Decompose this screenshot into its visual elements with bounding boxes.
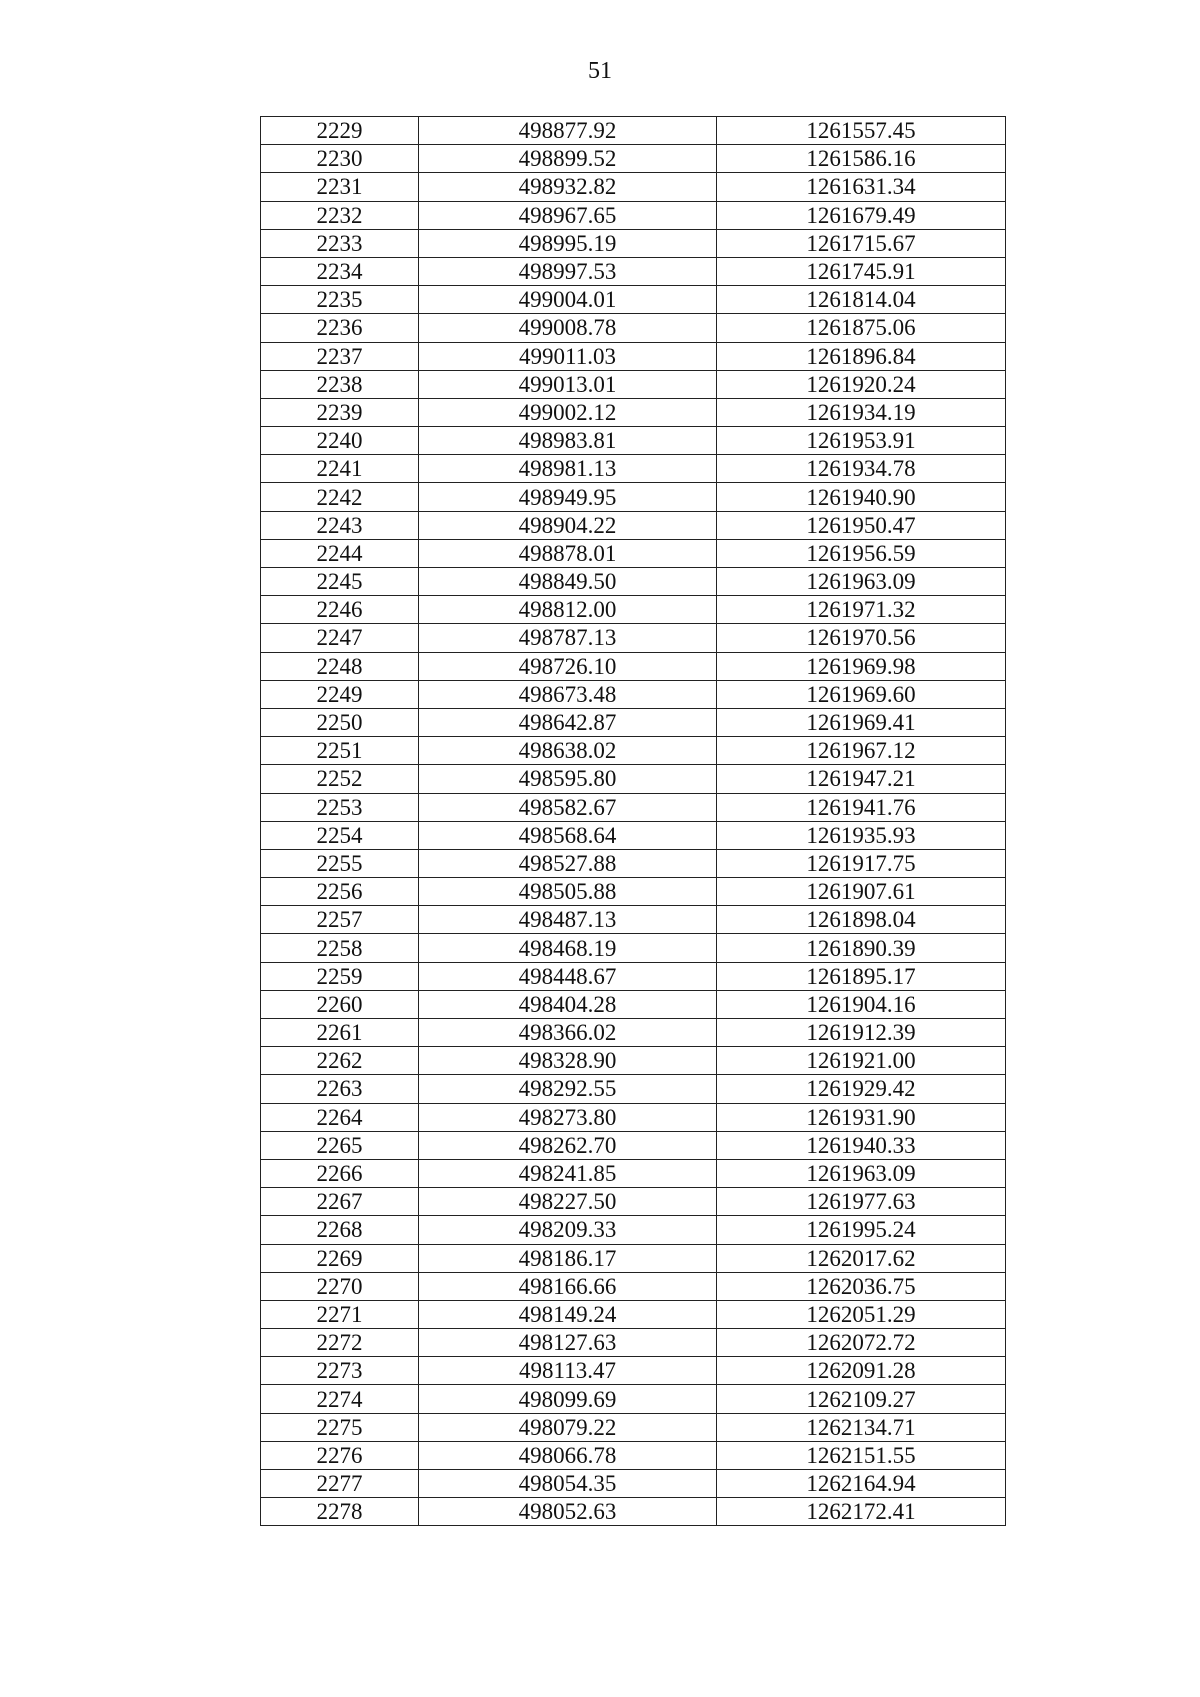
table-row bbox=[261, 1075, 1006, 1103]
point-number-cell: 2258 bbox=[261, 934, 419, 962]
point-number-cell: 2264 bbox=[261, 1103, 419, 1131]
y-coordinate-cell: 1261898.04 bbox=[717, 906, 1006, 934]
point-number-cell: 2246 bbox=[261, 596, 419, 624]
y-coordinate-cell: 1261586.16 bbox=[717, 145, 1006, 173]
y-coordinate-cell: 1261896.84 bbox=[717, 342, 1006, 370]
x-coordinate-cell: 498328.90 bbox=[419, 1047, 717, 1075]
y-coordinate-cell: 1261929.42 bbox=[717, 1075, 1006, 1103]
y-coordinate-cell: 1261971.32 bbox=[717, 596, 1006, 624]
y-coordinate-cell: 1261970.56 bbox=[717, 624, 1006, 652]
x-coordinate-cell: 498726.10 bbox=[419, 652, 717, 680]
y-coordinate-cell: 1261953.91 bbox=[717, 427, 1006, 455]
point-number-cell: 2253 bbox=[261, 793, 419, 821]
table-row bbox=[261, 1498, 1006, 1526]
point-number-cell: 2251 bbox=[261, 737, 419, 765]
y-coordinate-cell: 1261920.24 bbox=[717, 370, 1006, 398]
x-coordinate-cell: 498127.63 bbox=[419, 1329, 717, 1357]
point-number-cell: 2235 bbox=[261, 286, 419, 314]
point-number-cell: 2250 bbox=[261, 708, 419, 736]
x-coordinate-cell: 498404.28 bbox=[419, 990, 717, 1018]
table-row bbox=[261, 117, 1006, 145]
y-coordinate-cell: 1261934.78 bbox=[717, 455, 1006, 483]
point-number-cell: 2244 bbox=[261, 539, 419, 567]
x-coordinate-cell: 498638.02 bbox=[419, 737, 717, 765]
y-coordinate-cell: 1261969.41 bbox=[717, 708, 1006, 736]
coordinates-table-body bbox=[261, 117, 1006, 1526]
x-coordinate-cell: 498673.48 bbox=[419, 680, 717, 708]
x-coordinate-cell: 498052.63 bbox=[419, 1498, 717, 1526]
x-coordinate-cell: 498904.22 bbox=[419, 511, 717, 539]
point-number-cell: 2275 bbox=[261, 1413, 419, 1441]
table-row bbox=[261, 708, 1006, 736]
table-row bbox=[261, 370, 1006, 398]
x-coordinate-cell: 498949.95 bbox=[419, 483, 717, 511]
point-number-cell: 2270 bbox=[261, 1272, 419, 1300]
x-coordinate-cell: 499002.12 bbox=[419, 398, 717, 426]
y-coordinate-cell: 1261921.00 bbox=[717, 1047, 1006, 1075]
y-coordinate-cell: 1261950.47 bbox=[717, 511, 1006, 539]
point-number-cell: 2237 bbox=[261, 342, 419, 370]
x-coordinate-cell: 498241.85 bbox=[419, 1159, 717, 1187]
y-coordinate-cell: 1261940.33 bbox=[717, 1131, 1006, 1159]
point-number-cell: 2241 bbox=[261, 455, 419, 483]
y-coordinate-cell: 1261912.39 bbox=[717, 1019, 1006, 1047]
x-coordinate-cell: 498582.67 bbox=[419, 793, 717, 821]
y-coordinate-cell: 1261904.16 bbox=[717, 990, 1006, 1018]
page-number: 51 bbox=[588, 58, 612, 84]
x-coordinate-cell: 498967.65 bbox=[419, 201, 717, 229]
x-coordinate-cell: 498209.33 bbox=[419, 1216, 717, 1244]
table-row bbox=[261, 1019, 1006, 1047]
point-number-cell: 2230 bbox=[261, 145, 419, 173]
y-coordinate-cell: 1261967.12 bbox=[717, 737, 1006, 765]
x-coordinate-cell: 498812.00 bbox=[419, 596, 717, 624]
point-number-cell: 2268 bbox=[261, 1216, 419, 1244]
x-coordinate-cell: 498997.53 bbox=[419, 257, 717, 285]
table-row bbox=[261, 1470, 1006, 1498]
x-coordinate-cell: 499013.01 bbox=[419, 370, 717, 398]
table-row bbox=[261, 173, 1006, 201]
table-row bbox=[261, 511, 1006, 539]
table-row bbox=[261, 201, 1006, 229]
table-row bbox=[261, 624, 1006, 652]
point-number-cell: 2256 bbox=[261, 878, 419, 906]
y-coordinate-cell: 1262072.72 bbox=[717, 1329, 1006, 1357]
y-coordinate-cell: 1261917.75 bbox=[717, 849, 1006, 877]
table-row bbox=[261, 962, 1006, 990]
y-coordinate-cell: 1261969.98 bbox=[717, 652, 1006, 680]
point-number-cell: 2240 bbox=[261, 427, 419, 455]
y-coordinate-cell: 1261557.45 bbox=[717, 117, 1006, 145]
point-number-cell: 2243 bbox=[261, 511, 419, 539]
table-row bbox=[261, 1244, 1006, 1272]
point-number-cell: 2254 bbox=[261, 821, 419, 849]
x-coordinate-cell: 498113.47 bbox=[419, 1357, 717, 1385]
x-coordinate-cell: 498273.80 bbox=[419, 1103, 717, 1131]
x-coordinate-cell: 498568.64 bbox=[419, 821, 717, 849]
y-coordinate-cell: 1261895.17 bbox=[717, 962, 1006, 990]
y-coordinate-cell: 1262109.27 bbox=[717, 1385, 1006, 1413]
y-coordinate-cell: 1261941.76 bbox=[717, 793, 1006, 821]
x-coordinate-cell: 498849.50 bbox=[419, 568, 717, 596]
point-number-cell: 2245 bbox=[261, 568, 419, 596]
table-row bbox=[261, 596, 1006, 624]
table-row bbox=[261, 1413, 1006, 1441]
table-row bbox=[261, 229, 1006, 257]
table-row bbox=[261, 568, 1006, 596]
table-row bbox=[261, 1216, 1006, 1244]
y-coordinate-cell: 1261890.39 bbox=[717, 934, 1006, 962]
table-row bbox=[261, 1188, 1006, 1216]
point-number-cell: 2252 bbox=[261, 765, 419, 793]
y-coordinate-cell: 1261969.60 bbox=[717, 680, 1006, 708]
point-number-cell: 2274 bbox=[261, 1385, 419, 1413]
point-number-cell: 2233 bbox=[261, 229, 419, 257]
point-number-cell: 2273 bbox=[261, 1357, 419, 1385]
x-coordinate-cell: 498066.78 bbox=[419, 1441, 717, 1469]
y-coordinate-cell: 1261679.49 bbox=[717, 201, 1006, 229]
x-coordinate-cell: 498227.50 bbox=[419, 1188, 717, 1216]
table-row bbox=[261, 342, 1006, 370]
y-coordinate-cell: 1261977.63 bbox=[717, 1188, 1006, 1216]
table-row bbox=[261, 1329, 1006, 1357]
point-number-cell: 2260 bbox=[261, 990, 419, 1018]
y-coordinate-cell: 1262091.28 bbox=[717, 1357, 1006, 1385]
table-row bbox=[261, 1441, 1006, 1469]
point-number-cell: 2238 bbox=[261, 370, 419, 398]
point-number-cell: 2276 bbox=[261, 1441, 419, 1469]
point-number-cell: 2229 bbox=[261, 117, 419, 145]
point-number-cell: 2248 bbox=[261, 652, 419, 680]
x-coordinate-cell: 498166.66 bbox=[419, 1272, 717, 1300]
table-row bbox=[261, 286, 1006, 314]
table-row bbox=[261, 934, 1006, 962]
table-row bbox=[261, 1131, 1006, 1159]
point-number-cell: 2277 bbox=[261, 1470, 419, 1498]
point-number-cell: 2259 bbox=[261, 962, 419, 990]
point-number-cell: 2261 bbox=[261, 1019, 419, 1047]
table-row bbox=[261, 793, 1006, 821]
table-row bbox=[261, 1159, 1006, 1187]
y-coordinate-cell: 1262151.55 bbox=[717, 1441, 1006, 1469]
x-coordinate-cell: 498054.35 bbox=[419, 1470, 717, 1498]
y-coordinate-cell: 1261940.90 bbox=[717, 483, 1006, 511]
y-coordinate-cell: 1261631.34 bbox=[717, 173, 1006, 201]
x-coordinate-cell: 498366.02 bbox=[419, 1019, 717, 1047]
point-number-cell: 2247 bbox=[261, 624, 419, 652]
x-coordinate-cell: 498787.13 bbox=[419, 624, 717, 652]
table-row bbox=[261, 257, 1006, 285]
point-number-cell: 2269 bbox=[261, 1244, 419, 1272]
y-coordinate-cell: 1261934.19 bbox=[717, 398, 1006, 426]
table-row bbox=[261, 1385, 1006, 1413]
point-number-cell: 2271 bbox=[261, 1300, 419, 1328]
point-number-cell: 2262 bbox=[261, 1047, 419, 1075]
point-number-cell: 2278 bbox=[261, 1498, 419, 1526]
table-row bbox=[261, 765, 1006, 793]
point-number-cell: 2232 bbox=[261, 201, 419, 229]
point-number-cell: 2249 bbox=[261, 680, 419, 708]
x-coordinate-cell: 498468.19 bbox=[419, 934, 717, 962]
point-number-cell: 2239 bbox=[261, 398, 419, 426]
table-row bbox=[261, 737, 1006, 765]
x-coordinate-cell: 498878.01 bbox=[419, 539, 717, 567]
y-coordinate-cell: 1262172.41 bbox=[717, 1498, 1006, 1526]
table-row bbox=[261, 145, 1006, 173]
y-coordinate-cell: 1262134.71 bbox=[717, 1413, 1006, 1441]
x-coordinate-cell: 498877.92 bbox=[419, 117, 717, 145]
y-coordinate-cell: 1262017.62 bbox=[717, 1244, 1006, 1272]
point-number-cell: 2265 bbox=[261, 1131, 419, 1159]
y-coordinate-cell: 1262164.94 bbox=[717, 1470, 1006, 1498]
table-row bbox=[261, 990, 1006, 1018]
point-number-cell: 2242 bbox=[261, 483, 419, 511]
table-row bbox=[261, 1103, 1006, 1131]
x-coordinate-cell: 498995.19 bbox=[419, 229, 717, 257]
table-row bbox=[261, 680, 1006, 708]
x-coordinate-cell: 498149.24 bbox=[419, 1300, 717, 1328]
x-coordinate-cell: 499008.78 bbox=[419, 314, 717, 342]
x-coordinate-cell: 498448.67 bbox=[419, 962, 717, 990]
table-row bbox=[261, 906, 1006, 934]
x-coordinate-cell: 498932.82 bbox=[419, 173, 717, 201]
point-number-cell: 2266 bbox=[261, 1159, 419, 1187]
x-coordinate-cell: 498899.52 bbox=[419, 145, 717, 173]
coordinates-table bbox=[260, 116, 1006, 1526]
x-coordinate-cell: 498981.13 bbox=[419, 455, 717, 483]
y-coordinate-cell: 1262051.29 bbox=[717, 1300, 1006, 1328]
table-row bbox=[261, 849, 1006, 877]
y-coordinate-cell: 1261947.21 bbox=[717, 765, 1006, 793]
table-row bbox=[261, 878, 1006, 906]
table-row bbox=[261, 398, 1006, 426]
x-coordinate-cell: 498292.55 bbox=[419, 1075, 717, 1103]
y-coordinate-cell: 1261963.09 bbox=[717, 568, 1006, 596]
point-number-cell: 2234 bbox=[261, 257, 419, 285]
point-number-cell: 2267 bbox=[261, 1188, 419, 1216]
x-coordinate-cell: 498642.87 bbox=[419, 708, 717, 736]
point-number-cell: 2231 bbox=[261, 173, 419, 201]
x-coordinate-cell: 498983.81 bbox=[419, 427, 717, 455]
table-row bbox=[261, 1300, 1006, 1328]
y-coordinate-cell: 1261935.93 bbox=[717, 821, 1006, 849]
x-coordinate-cell: 498595.80 bbox=[419, 765, 717, 793]
table-row bbox=[261, 821, 1006, 849]
x-coordinate-cell: 498505.88 bbox=[419, 878, 717, 906]
x-coordinate-cell: 499011.03 bbox=[419, 342, 717, 370]
y-coordinate-cell: 1262036.75 bbox=[717, 1272, 1006, 1300]
table-row bbox=[261, 1357, 1006, 1385]
x-coordinate-cell: 498262.70 bbox=[419, 1131, 717, 1159]
x-coordinate-cell: 498099.69 bbox=[419, 1385, 717, 1413]
table-row bbox=[261, 1047, 1006, 1075]
y-coordinate-cell: 1261956.59 bbox=[717, 539, 1006, 567]
table-row bbox=[261, 455, 1006, 483]
x-coordinate-cell: 499004.01 bbox=[419, 286, 717, 314]
table-row bbox=[261, 652, 1006, 680]
y-coordinate-cell: 1261715.67 bbox=[717, 229, 1006, 257]
x-coordinate-cell: 498527.88 bbox=[419, 849, 717, 877]
point-number-cell: 2272 bbox=[261, 1329, 419, 1357]
point-number-cell: 2255 bbox=[261, 849, 419, 877]
x-coordinate-cell: 498487.13 bbox=[419, 906, 717, 934]
y-coordinate-cell: 1261907.61 bbox=[717, 878, 1006, 906]
y-coordinate-cell: 1261931.90 bbox=[717, 1103, 1006, 1131]
y-coordinate-cell: 1261745.91 bbox=[717, 257, 1006, 285]
y-coordinate-cell: 1261814.04 bbox=[717, 286, 1006, 314]
point-number-cell: 2263 bbox=[261, 1075, 419, 1103]
y-coordinate-cell: 1261995.24 bbox=[717, 1216, 1006, 1244]
y-coordinate-cell: 1261963.09 bbox=[717, 1159, 1006, 1187]
table-row bbox=[261, 314, 1006, 342]
table-row bbox=[261, 539, 1006, 567]
table-row bbox=[261, 1272, 1006, 1300]
y-coordinate-cell: 1261875.06 bbox=[717, 314, 1006, 342]
table-row bbox=[261, 483, 1006, 511]
point-number-cell: 2236 bbox=[261, 314, 419, 342]
x-coordinate-cell: 498079.22 bbox=[419, 1413, 717, 1441]
x-coordinate-cell: 498186.17 bbox=[419, 1244, 717, 1272]
point-number-cell: 2257 bbox=[261, 906, 419, 934]
table-row bbox=[261, 427, 1006, 455]
